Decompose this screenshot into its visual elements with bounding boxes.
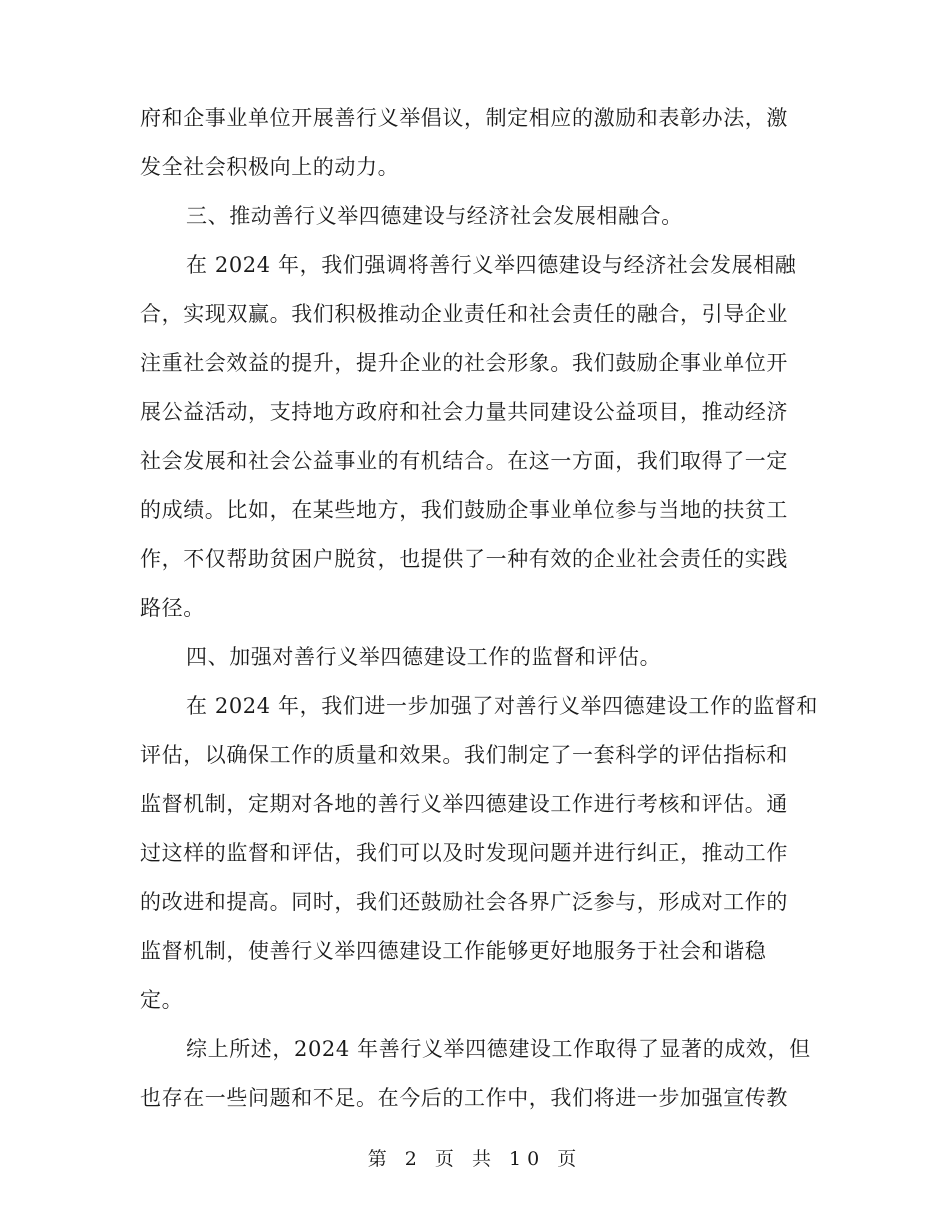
text-line: 的改进和提高。同时，我们还鼓励社会各界广泛参与，形成对工作的 [140,890,788,914]
text-line: 监督机制，定期对各地的善行义举四德建设工作进行考核和评估。通 [140,792,788,816]
text-line: 在 2024 年，我们进一步加强了对善行义举四德建设工作的监督和 [186,694,818,718]
text-line: 也存在一些问题和不足。在今后的工作中，我们将进一步加强宣传教 [140,1086,788,1110]
text-line: 评估，以确保工作的质量和效果。我们制定了一套科学的评估指标和 [140,743,788,767]
text-line: 作，不仅帮助贫困户脱贫，也提供了一种有效的企业社会责任的实践 [140,547,788,571]
text-line: 的成绩。比如，在某些地方，我们鼓励企事业单位参与当地的扶贫工 [140,498,788,522]
text-line: 过这样的监督和评估，我们可以及时发现问题并进行纠正，推动工作 [140,841,788,865]
section-heading: 四、加强对善行义举四德建设工作的监督和评估。 [186,645,662,669]
text-line: 综上所述，2024 年善行义举四德建设工作取得了显著的成效，但 [186,1037,811,1061]
text-line: 注重社会效益的提升，提升企业的社会形象。我们鼓励企事业单位开 [140,351,788,375]
text-line: 监督机制，使善行义举四德建设工作能够更好地服务于社会和谐稳 [140,939,767,963]
text-line: 合，实现双赢。我们积极推动企业责任和社会责任的融合，引导企业 [140,302,788,326]
text-line: 定。 [140,988,184,1012]
text-line: 展公益活动，支持地方政府和社会力量共同建设公益项目，推动经济 [140,400,788,424]
text-line: 路径。 [140,596,205,620]
text-line: 社会发展和社会公益事业的有机结合。在这一方面，我们取得了一定 [140,449,788,473]
text-line: 府和企事业单位开展善行义举倡议，制定相应的激励和表彰办法，激 [140,106,788,130]
text-line: 发全社会积极向上的动力。 [140,155,400,179]
text-line: 在 2024 年，我们强调将善行义举四德建设与经济社会发展相融 [186,253,797,277]
page-number: 第 2 页 共 10 页 [367,1148,583,1170]
section-heading: 三、推动善行义举四德建设与经济社会发展相融合。 [186,204,683,228]
